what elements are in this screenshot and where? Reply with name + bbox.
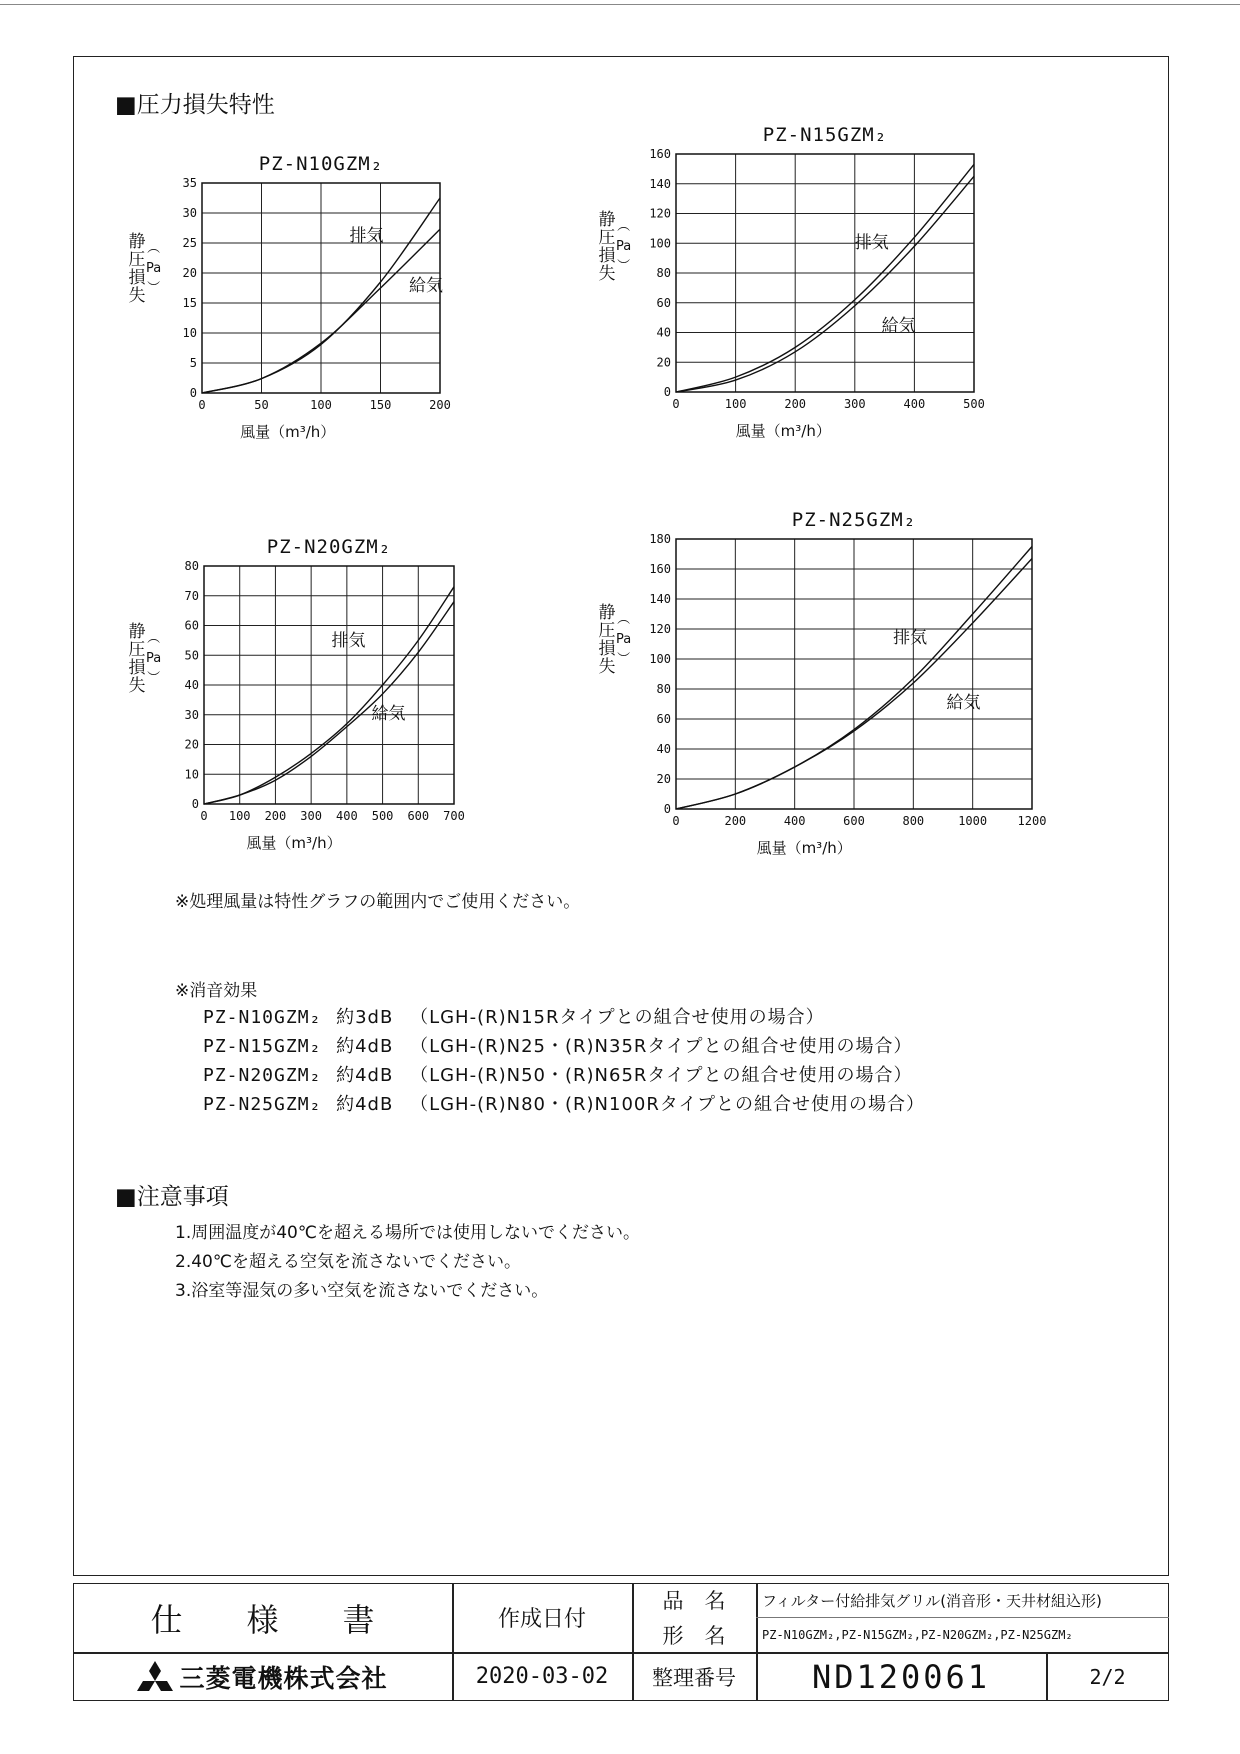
chart-plot [590,118,1000,453]
x-tick-label: 400 [336,809,358,823]
x-tick-label: 400 [783,814,806,828]
noise-note: （LGH-(R)N50・(R)N65Rタイプとの組合せ使用の場合） [410,1065,913,1086]
y-axis-label-char: 失 [128,676,146,697]
chart-plot [120,528,480,848]
x-tick-label: 200 [784,397,807,411]
noise-value: 約4dB [336,1094,394,1115]
y-axis-label-char: 損 [128,658,146,679]
x-axis-label: 風量（m³/h） [735,422,831,440]
document-number: ND120061 [811,1657,991,1696]
y-tick-label: 40 [656,325,671,340]
x-axis-label: 風量（m³/h） [756,839,852,857]
unit-pa: Pa [146,651,162,667]
y-tick-label: 0 [189,386,197,400]
y-tick-label: 5 [189,356,197,370]
y-axis-label-char: 圧 [598,228,616,249]
paren-close: ︶ [147,281,161,297]
created-date: 2020-03-02 [475,1664,609,1689]
chart-plot [590,505,1060,848]
y-tick-label: 140 [649,176,671,191]
y-tick-label: 20 [656,355,671,370]
doc-title: 仕 様 書 [150,1600,375,1639]
y-tick-label: 120 [649,622,671,636]
y-tick-label: 25 [182,236,197,250]
caution-item: 2.40℃を超える空気を流さないでください。 [175,1252,521,1272]
series-label-exhaust: 排気 [331,630,366,651]
unit-pa: Pa [616,239,632,255]
y-tick-label: 70 [184,588,199,603]
y-axis-unit [616,610,631,670]
company-logo [73,1652,452,1701]
series-line [676,176,974,392]
y-tick-label: 40 [184,678,199,692]
series-label-exhaust: 排気 [349,225,384,246]
x-axis-label: 風量（m³/h） [240,423,336,441]
pressure-section-title: ■圧力損失特性 [115,92,275,118]
x-tick-label: 50 [254,398,269,412]
y-tick-label: 160 [649,562,671,576]
unit-pa: Pa [616,631,632,647]
chart-pz-n25 [590,505,1060,857]
noise-note: （LGH-(R)N80・(R)N100Rタイプとの組合せ使用の場合） [410,1094,925,1115]
x-tick-label: 1000 [958,814,988,828]
noise-note: （LGH-(R)N25・(R)N35Rタイプとの組合せ使用の場合） [410,1036,913,1057]
y-tick-label: 160 [649,147,671,161]
model-list: PZ-N10GZM₂,PZ-N15GZM₂,PZ-N20GZM₂,PZ-N25GZM₂ [762,1627,1073,1642]
paren-close: ︶ [617,259,631,275]
caution-list [175,1218,640,1305]
noise-model: PZ-N15GZM₂ [203,1036,322,1057]
noise-effect-row [203,1061,925,1090]
chart-pz-n20 [120,528,480,852]
y-tick-label: 30 [184,707,199,722]
x-tick-label: 100 [310,398,332,412]
chart-title: PZ-N10GZM₂ [258,153,384,175]
x-tick-label: 300 [300,809,322,823]
y-tick-label: 20 [182,266,197,280]
paren-open: ︵ [147,241,161,257]
noise-effect-row [203,1032,925,1061]
y-tick-label: 100 [649,652,671,666]
series-line [676,164,974,392]
x-tick-label: 1200 [1017,814,1047,828]
x-tick-label: 0 [200,809,208,823]
y-tick-label: 10 [184,767,199,782]
y-axis-label-char: 静 [598,602,616,623]
y-tick-label: 15 [182,296,197,310]
noise-effect-row [203,1003,925,1032]
x-tick-label: 200 [264,809,287,823]
y-axis-label-char: 静 [128,232,146,253]
y-tick-label: 0 [191,797,199,811]
y-tick-label: 140 [649,592,671,606]
series-label-exhaust: 排気 [893,627,928,648]
paren-close: ︶ [147,671,161,687]
noise-value: 約4dB [336,1036,394,1057]
series-label-supply: 給気 [946,692,981,713]
number-label: 整理番号 [652,1665,736,1690]
y-tick-label: 80 [656,682,671,696]
x-tick-label: 100 [724,397,747,411]
y-tick-label: 35 [182,176,197,190]
chart-title: PZ-N15GZM₂ [762,124,888,146]
top-rule [0,4,1240,5]
caution-title: ■注意事項 [115,1184,229,1210]
paren-open: ︵ [617,219,631,235]
paren-open: ︵ [147,631,161,647]
unit-pa: Pa [146,261,162,277]
y-tick-label: 20 [656,772,671,786]
company-name: 三菱電機株式会社 [179,1663,388,1693]
y-axis-label-char: 損 [598,638,616,659]
x-tick-label: 0 [672,397,680,411]
y-tick-label: 60 [656,712,671,726]
y-axis-label [596,604,618,676]
series-label-exhaust: 排気 [854,232,889,253]
product-name: フィルター付給排気グリル(消音形・天井材組込形) [762,1591,1102,1610]
x-tick-label: 500 [371,809,394,823]
x-tick-label: 0 [672,814,680,828]
page-number: 2/2 [1089,1664,1126,1689]
y-tick-label: 20 [184,737,199,752]
mitsubishi-logo-icon [137,1661,173,1693]
y-tick-label: 40 [656,742,671,756]
y-tick-label: 10 [182,326,197,340]
y-axis-label-char: 失 [128,286,146,307]
y-tick-label: 30 [182,206,197,220]
paren-open: ︵ [617,611,631,627]
y-axis-label-char: 静 [598,210,616,231]
x-tick-label: 600 [407,809,430,823]
created-label: 作成日付 [497,1607,586,1632]
model-label: 形 名 [662,1623,726,1648]
y-axis-label-char: 圧 [128,640,146,661]
y-tick-label: 80 [656,266,671,280]
noise-effect-row [203,1090,925,1119]
y-axis-label-char: 失 [598,264,616,285]
chart-title: PZ-N20GZM₂ [266,536,392,558]
y-axis-label [126,233,148,305]
series-line [204,602,454,804]
y-axis-unit [146,239,161,299]
y-tick-label: 50 [184,648,199,663]
y-tick-label: 180 [649,532,671,546]
x-axis-label: 風量（m³/h） [246,834,342,852]
y-axis-label-char: 静 [128,622,146,643]
y-tick-label: 100 [649,236,671,251]
y-axis-label-char: 損 [128,268,146,289]
y-axis-unit [146,629,161,689]
series-label-supply: 給気 [881,316,916,337]
product-name-label: 品 名 [662,1589,726,1613]
x-tick-label: 800 [902,814,925,828]
x-tick-label: 300 [843,397,866,411]
y-axis-label-char: 失 [598,656,616,677]
noise-model: PZ-N25GZM₂ [203,1094,322,1115]
y-tick-label: 0 [663,385,671,399]
y-axis-label-char: 損 [598,246,616,267]
y-axis-unit [616,217,631,277]
chart-title: PZ-N25GZM₂ [791,509,917,531]
x-tick-label: 0 [198,398,206,412]
x-tick-label: 400 [903,397,926,411]
y-tick-label: 80 [184,559,199,573]
paren-close: ︶ [617,651,631,667]
noise-value: 約4dB [336,1065,394,1086]
series-label-supply: 給気 [409,276,444,297]
chart-pz-n15 [590,118,1000,453]
y-axis-label-char: 圧 [128,250,146,271]
range-note: ※処理風量は特性グラフの範囲内でご使用ください。 [175,892,581,912]
y-tick-label: 0 [663,802,671,816]
chart-plot [120,145,460,450]
x-tick-label: 600 [843,814,865,828]
x-tick-label: 200 [429,398,451,412]
series-label-supply: 給気 [371,704,406,725]
caution-item: 1.周囲温度が40℃を超える場所では使用しないでください。 [175,1223,640,1243]
caution-item: 3.浴室等湿気の多い空気を流さないでください。 [175,1281,549,1301]
y-tick-label: 60 [184,618,199,633]
noise-model: PZ-N10GZM₂ [203,1007,322,1028]
x-tick-label: 200 [724,814,747,828]
y-axis-label-char: 圧 [598,620,616,641]
x-tick-label: 500 [963,397,985,411]
noise-note: （LGH-(R)N15Rタイプとの組合せ使用の場合） [410,1007,825,1028]
series-line [204,587,454,804]
y-axis-label [596,211,618,283]
noise-effect-heading: ※消音効果 [175,981,258,1001]
noise-effect-table [203,1003,925,1119]
x-tick-label: 700 [443,809,465,823]
y-tick-label: 120 [649,206,671,221]
noise-value: 約3dB [336,1007,394,1028]
chart-pz-n10 [120,145,460,450]
noise-model: PZ-N20GZM₂ [203,1065,322,1086]
y-axis-label [126,623,148,695]
y-tick-label: 60 [656,295,671,310]
x-tick-label: 150 [369,398,392,412]
x-tick-label: 100 [228,809,251,823]
